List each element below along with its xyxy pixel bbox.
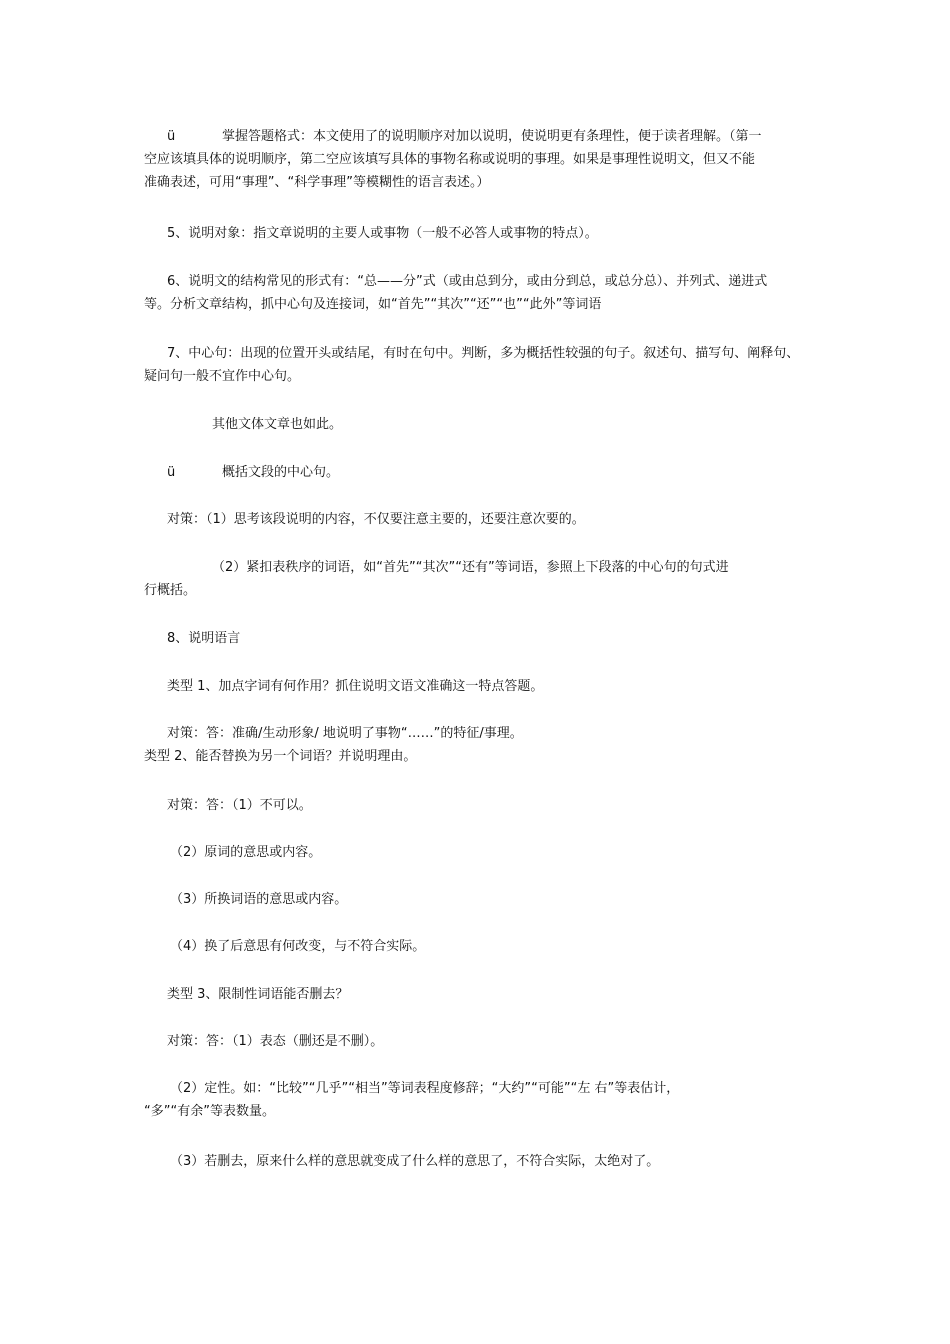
structure-line-2: 等。分析文章结构，抓中心句及连接词，如“首先”“其次”“还”“也”“此外”等词语 <box>144 297 602 312</box>
structure-line-1: 6、说明文的结构常见的形式有：“总——分”式（或由总到分，或由分到总，或总分总）、并列式、递进式 <box>167 274 768 289</box>
answer-format-line-1: 掌握答题格式：本文使用了的说明顺序对加以说明，使说明更有条理性，便于读者理解。（第一 <box>222 129 762 144</box>
type-3-answer-3: （3）若删去，原来什么样的意思就变成了什么样的意思了，不符合实际，太绝对了。 <box>170 1154 660 1169</box>
type-3-answer-2-line-2: “多”“有余”等表数量。 <box>144 1104 275 1119</box>
strategy-paragraph: 对策：（1）思考该段说明的内容，不仅要注意主要的，还要注意次要的。 <box>167 512 585 527</box>
type-1-answer: 对策：答：准确/生动形象/ 地说明了事物“……”的特征/事理。 <box>167 726 523 741</box>
bullet-mark: ü <box>167 129 176 144</box>
answer-format-line-3: 准确表述，可用“事理”、“科学事理”等模糊性的语言表述。） <box>144 175 490 190</box>
central-sentence-line-1: 7、中心句：出现的位置开头或结尾，有时在句中。判断，多为概括性较强的句子。叙述句、描写句、阐释句、 <box>167 346 800 361</box>
type-1-question: 类型 1、加点字词有何作用？抓住说明文语文准确这一特点答题。 <box>167 679 544 694</box>
type-2-answer-2: （2）原词的意思或内容。 <box>170 845 322 860</box>
type-3-answer-2-line-1: （2）定性。如：“比较”“几乎”“相当”等词表程度修辞；“大约”“可能”“左 右”等表估计， <box>170 1081 680 1096</box>
type-3-question: 类型 3、限制性词语能否删去？ <box>167 987 349 1002</box>
other-genres-note: 其他文体文章也如此。 <box>212 417 343 432</box>
order-words-line-2: 行概括。 <box>144 583 197 598</box>
type-2-answer-4: （4）换了后意思有何改变，与不符合实际。 <box>170 939 426 954</box>
bullet-mark: ü <box>167 465 176 480</box>
summarize-central-sentence: 概括文段的中心句。 <box>222 465 340 480</box>
type-3-answer-1: 对策：答：（1）表态（删还是不删）。 <box>167 1034 384 1049</box>
type-2-answer-3: （3）所换词语的意思或内容。 <box>170 892 348 907</box>
explanation-object-paragraph: 5、说明对象：指文章说明的主要人或事物（一般不必答人或事物的特点）。 <box>167 226 598 241</box>
order-words-line-1: （2）紧扣表秩序的词语，如“首先”“其次”“还有”等词语，参照上下段落的中心句的句式进 <box>212 560 729 575</box>
type-2-question: 类型 2、能否替换为另一个词语？并说明理由。 <box>144 749 417 764</box>
type-2-answer-1: 对策：答：（1）不可以。 <box>167 798 312 813</box>
answer-format-line-2: 空应该填具体的说明顺序，第二空应该填写具体的事物名称或说明的事理。如果是事理性说明文，但又不能 <box>144 152 756 167</box>
central-sentence-line-2: 疑问句一般不宜作中心句。 <box>144 369 301 384</box>
section-heading-language: 8、说明语言 <box>167 631 241 646</box>
